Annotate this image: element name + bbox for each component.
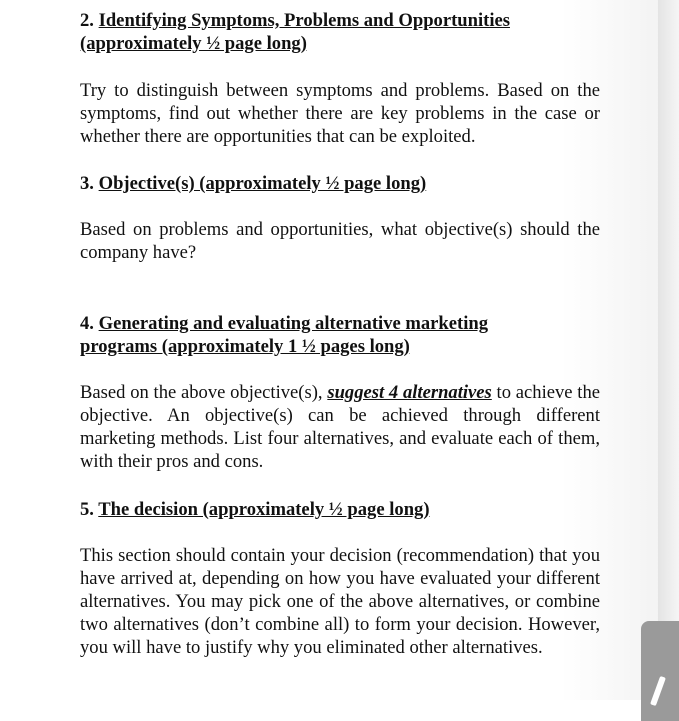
section-4-number: 4. xyxy=(80,313,94,334)
section-5-title: The decision (approximately ½ page long) xyxy=(98,499,430,520)
section-2-title: Identifying Symptoms, Problems and Opportunities xyxy=(98,10,510,31)
section-4-heading xyxy=(80,312,600,358)
page-edge xyxy=(658,0,679,700)
section-4-body-emphasis: suggest 4 alternatives xyxy=(327,382,492,403)
section-3-body: Based on problems and opportunities, what objective(s) should the company have? xyxy=(80,219,600,263)
section-4-body-start: Based on the above objective(s), xyxy=(80,382,328,403)
section-2-body: Try to distinguish between symptoms and problems. Based on the symptoms, find out whether there are key problems in the case or whether there are opportunities that can be exploited. xyxy=(80,80,600,147)
section-2-number: 2. xyxy=(80,10,94,31)
section-3-number: 3. xyxy=(80,173,94,194)
section-4-body-end: to achieve the objective. An objective(s) can be achieved through different marketing methods. List four alternatives, and evaluate each of them, with their pros and cons. xyxy=(80,382,601,472)
section-5-heading xyxy=(80,498,600,521)
section-2-heading xyxy=(80,9,600,55)
section-4-length: programs (approximately 1 ½ pages long) xyxy=(80,336,410,357)
section-5-body: This section should contain your decision (recommendation) that you have arrived at, depending on how you have evaluated your different alternatives. You may pick one of the above alternatives, or combine two alternatives (don’t combine all) to form your decision. However, you will have to justify why you eliminated other alternatives. xyxy=(80,545,600,658)
section-5-number: 5. xyxy=(80,499,94,520)
section-4-title: Generating and evaluating alternative marketing xyxy=(98,313,489,334)
section-3-title: Objective(s) (approximately ½ page long) xyxy=(98,173,427,194)
page-tab-overlay[interactable] xyxy=(641,621,679,721)
section-2-length: (approximately ½ page long) xyxy=(80,33,307,54)
section-3-heading xyxy=(80,172,600,195)
section-4-body xyxy=(80,381,600,473)
